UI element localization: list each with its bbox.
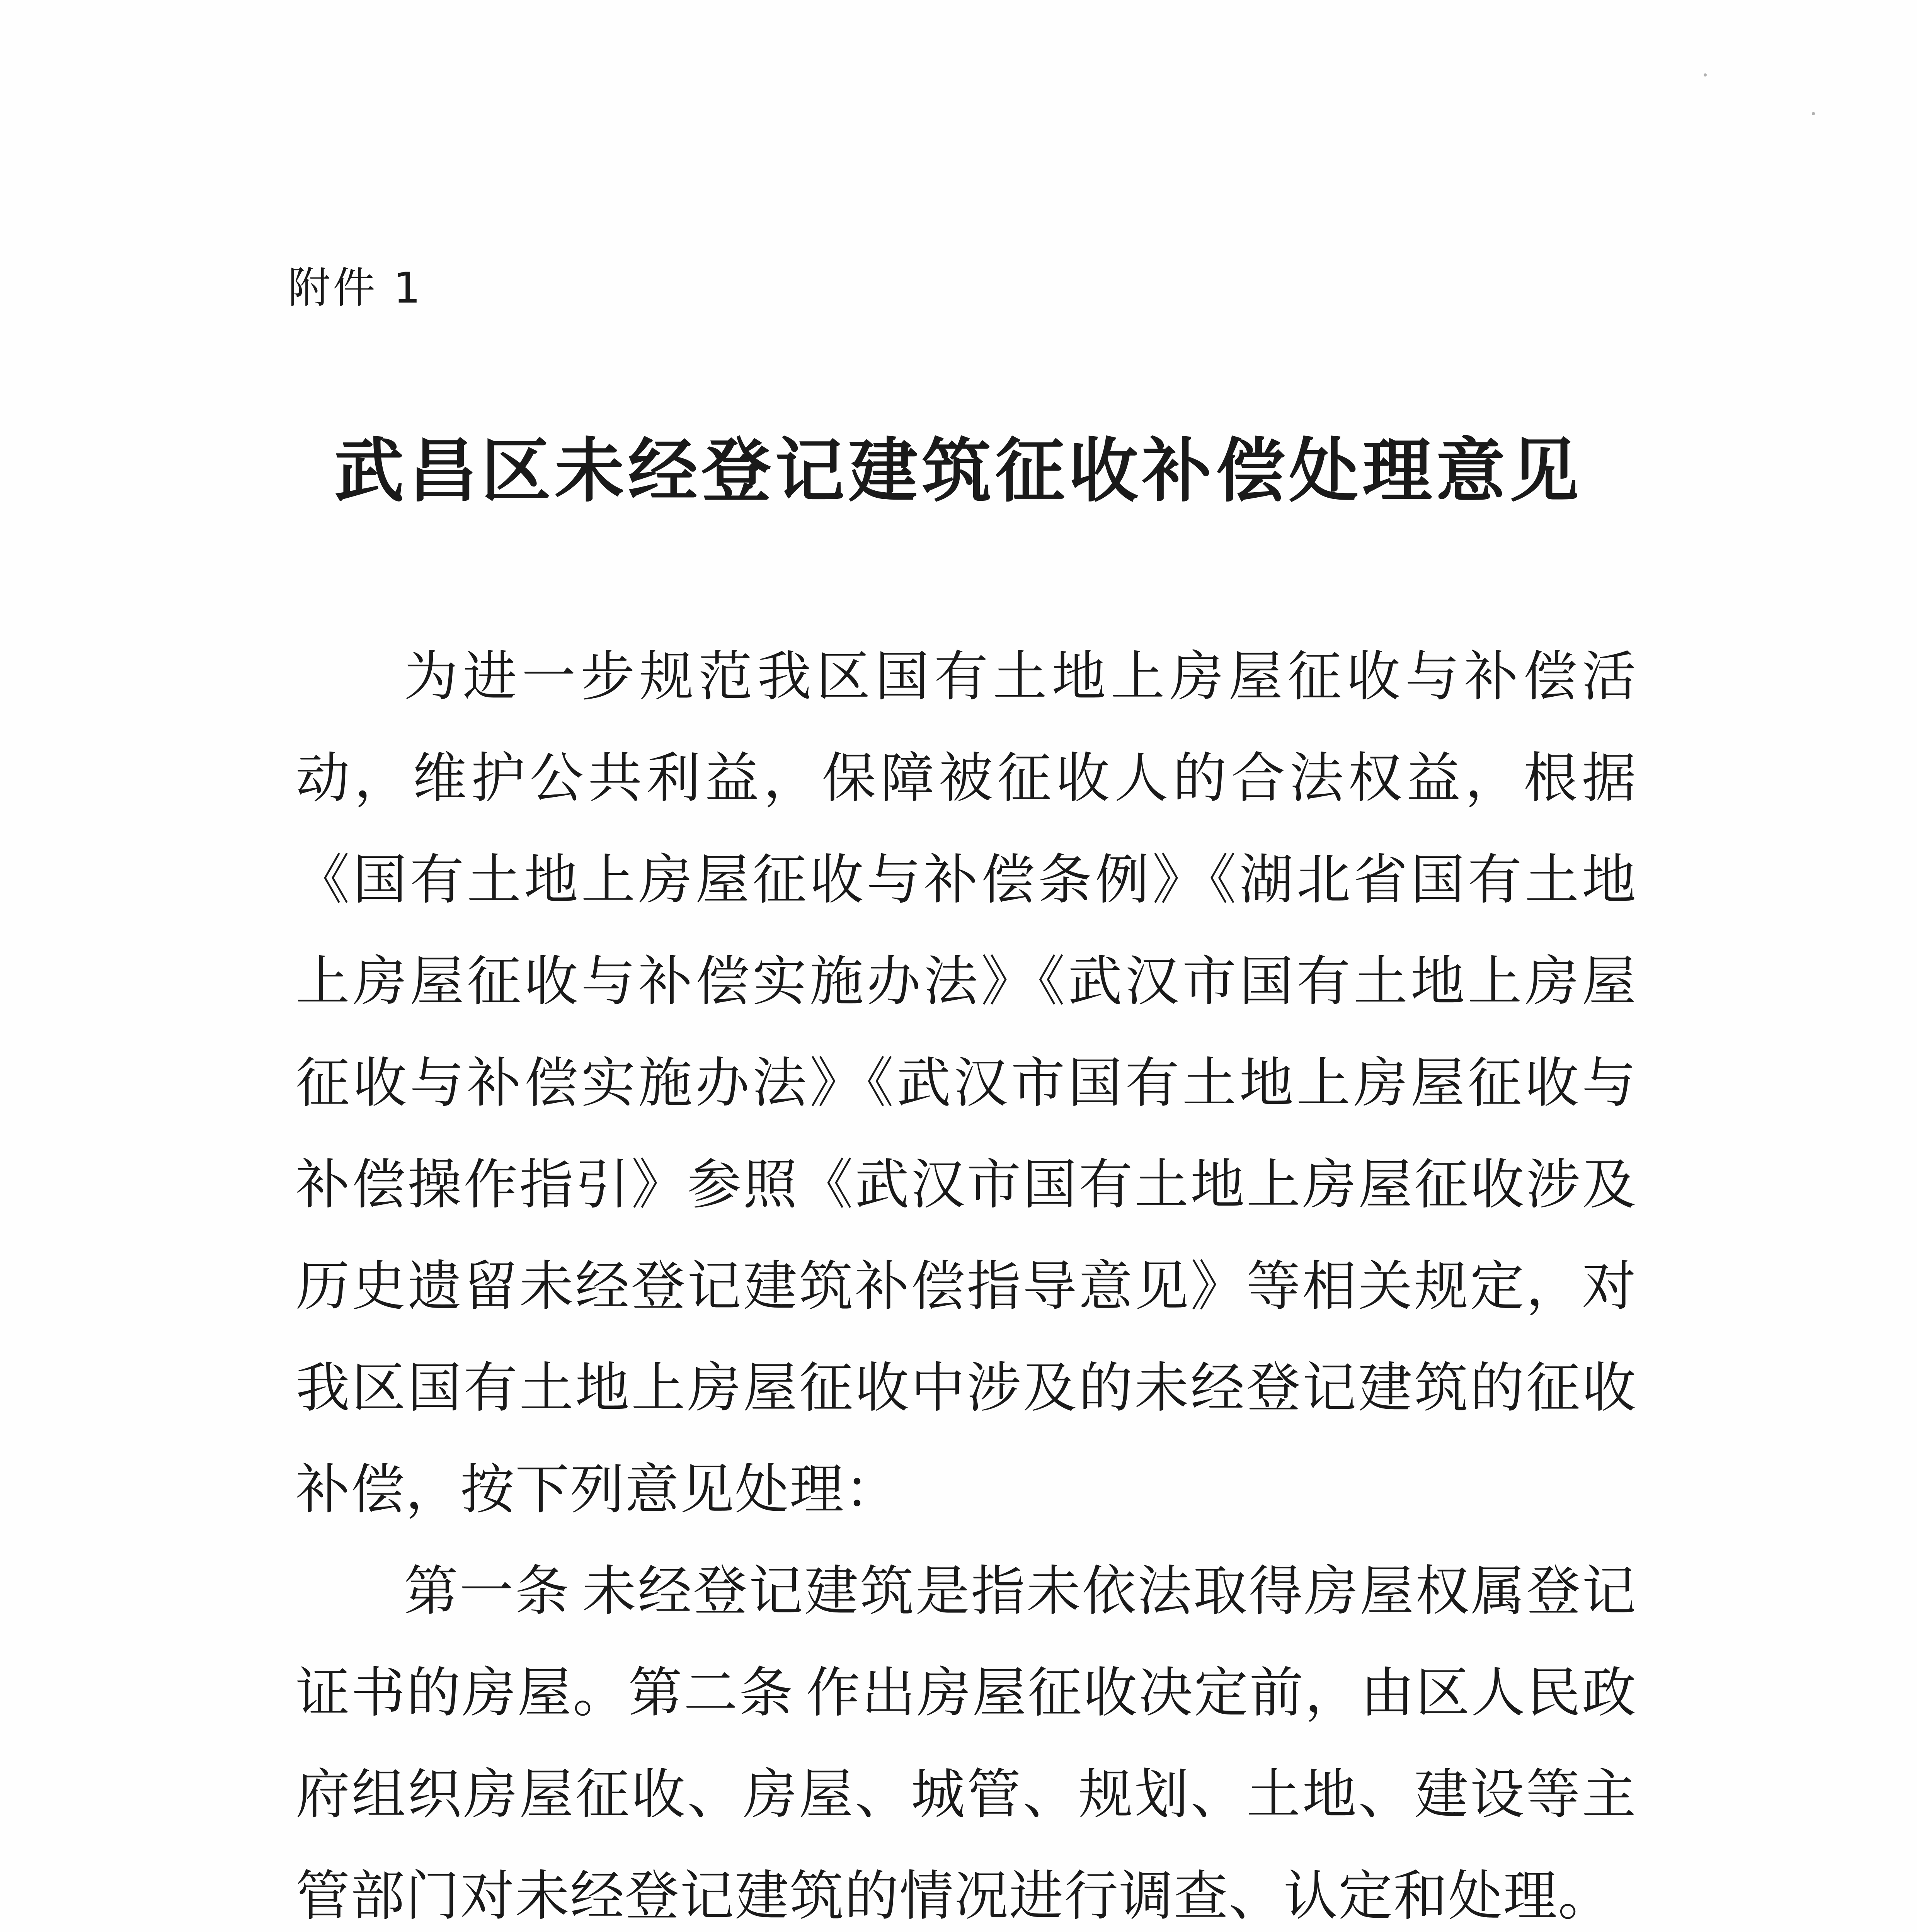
article-1-2-paragraph bbox=[296, 1541, 1637, 1932]
article-1-label: 第一条 bbox=[404, 1560, 571, 1623]
document-body bbox=[296, 626, 1637, 1932]
article-2-text: 作出房屋征收决定前，由区人民政府组织房屋征收、房屋、城管、规划、土地、建设等主管部门对未经登记建筑的情况进行调查、认定和处理。 bbox=[296, 1662, 1637, 1928]
article-1-text: 未经登记建筑是指未依法取得房屋权属登记证书的房屋。 bbox=[296, 1560, 1637, 1725]
scan-speck bbox=[1812, 112, 1815, 115]
attachment-label: 附件 1 bbox=[288, 263, 423, 313]
intro-paragraph: 为进一步规范我区国有土地上房屋征收与补偿活动，维护公共利益，保障被征收人的合法权益，根据《国有土地上房屋征收与补偿条例》《湖北省国有土地上房屋征收与补偿实施办法》《武汉市国有土地上房屋征收与补偿实施办法》《武汉市国有土地上房屋征收与补偿操作指引》参照《武汉市国有土地上房屋征收涉及历史遗留未经登记建筑补偿指导意见》等相关规定，对我区国有土地上房屋征收中涉及的未经登记建筑的征收补偿，按下列意见处理： bbox=[296, 645, 1637, 1521]
article-2-label: 第二条 bbox=[628, 1662, 795, 1725]
scan-speck bbox=[1704, 73, 1707, 77]
document-title: 武昌区未经登记建筑征收补偿处理意见 bbox=[334, 431, 1583, 512]
